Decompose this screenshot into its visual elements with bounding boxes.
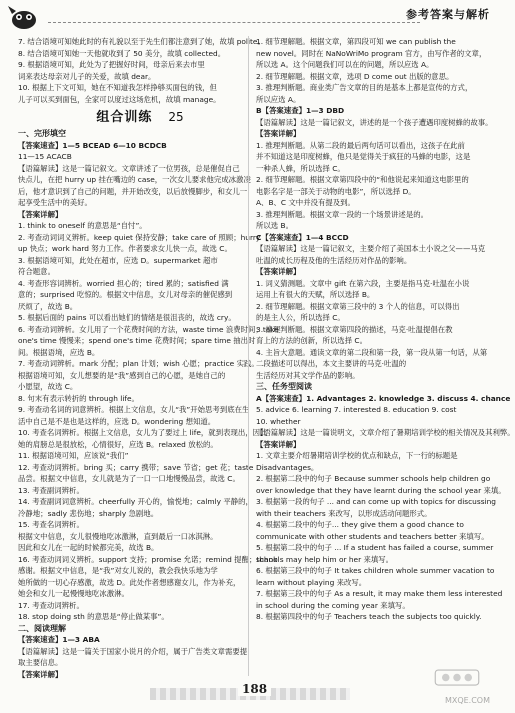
text-line: 4. 主旨大意题。通读文章的第二段和第一段，第一段从第一句话，从第	[256, 347, 488, 357]
text-line: 5. 根据后面的 pains 可以看出她们的情绪是很沮丧的，故选 cry。	[18, 313, 236, 322]
text-line: 一、完形填空	[18, 129, 66, 138]
text-line: 品尝。根据文中信息，女儿就是为了一口一口地慢慢品尝，故选 C。	[18, 474, 240, 483]
text-line: 取主要信息。	[18, 658, 63, 667]
text-line: 三、任务型阅读	[256, 382, 312, 391]
text-line: new novel。同时在 NaNoWriMo program 官方，由写作者的文章，	[256, 48, 487, 58]
text-line: Disadvantages。	[256, 462, 319, 472]
page-number: 188	[238, 682, 271, 696]
text-line: 意的；surprised 吃惊的。根据文中信息，女儿对母亲的催促感到	[18, 290, 233, 299]
text-line: 1. 推理判断题。从第二段的最后两句话可以看出，这孩子在此前	[256, 140, 465, 150]
text-line: 2. 细节理解题。根据文章，选项 D come out 出版的意思。	[256, 71, 454, 81]
text-line: 【答案详解】	[256, 129, 301, 138]
text-line: 2. 根据第二段中的句子 Because summer schools help children go	[256, 474, 491, 483]
text-line: 所以选 A。这个问题我们可以在的问题，所以应选 A。	[256, 60, 434, 69]
text-line: 冷静地；sadly 悲伤地；sharply 急剧地。	[18, 508, 159, 518]
text-line: 后，他才意识到了自己的问题，并开始改变，以后放慢脚步，和女儿一	[18, 186, 248, 196]
text-line: 厌烦了，故选 B。	[18, 301, 78, 311]
text-line: up 快点；work hard 努力工作。作者要求女儿快一点，故选 C。	[18, 244, 232, 253]
text-line: 1. 细节理解题。根据文章，第四段可知 we can publish the	[256, 37, 456, 46]
section-banner	[18, 108, 246, 126]
header-rule	[48, 22, 420, 23]
text-line: 5. 根据第二段中的句子 ... If a student has failed a course, summer	[256, 543, 494, 552]
text-line: 1. 文章主要介绍暑期培训学校的优点和缺点，下一行的标题是	[256, 451, 458, 460]
text-line: 16. 考查动词词义辨析。support 支持；promise 允诺；remind 提醒；thank	[18, 554, 278, 564]
text-line: 10. 考查名词辨析。根据上文信息，女儿为了要过上 life，就到表现出，因此	[18, 428, 268, 437]
text-line: 3. 根据第一段的句子 ... and can come up with topics for discussing	[256, 497, 496, 506]
banner-title: 组合训练	[96, 110, 153, 125]
mascot-icon	[4, 0, 44, 34]
text-line: 【答案详解】	[18, 669, 63, 679]
text-line: B【答案速查】1—3 DBD	[256, 106, 345, 115]
text-line: communicate with other students and teachers better 来填写。	[256, 531, 489, 541]
text-line: 符合题意。	[18, 267, 55, 276]
text-line: 吐温的成长历程及他的生活经历对作品的影响。	[256, 255, 412, 265]
text-line: 小愿望，故选 C。	[18, 382, 78, 391]
banner-number: 25	[168, 110, 184, 124]
text-line: 感谢。根据文中信息，是“我”对女儿说的，教会我快乐地为学	[18, 566, 218, 575]
text-line: 2. 考查动词词义辨析。keep quiet 保持安静；take care of 照顾；hurry	[18, 232, 261, 242]
text-line: 一种杀人蜂，所以选择 C。	[256, 163, 345, 173]
watermark	[422, 667, 492, 707]
text-line: 13. 考查副词辨析。	[18, 485, 84, 495]
text-line: 14. 考查副词词意辨析。cheerfully 开心的，愉悦地；calmly 平静的，	[18, 497, 253, 506]
text-line: 生活经历对其文学作品的影响。	[256, 370, 360, 380]
text-line: 1. 词义猜测题。文章中 gift 在第六段，主要是指马克·吐温在小说	[256, 278, 470, 288]
watermark-text: MXQE.COM	[444, 696, 490, 705]
text-line: 7. 根据第三段中的句子 As a result, it may make them less interested	[256, 589, 503, 598]
text-line: 6. 考查动词辨析。女儿用了一个花费时间的方法，waste time 浪费时间；take	[18, 324, 279, 334]
watermark-logo-icon	[422, 667, 492, 697]
text-line: 11—15 ACACB	[18, 152, 72, 161]
text-line: 的是主人公，所以选择 C。	[256, 313, 345, 322]
text-line: 5. advice 6. learning 7. interested 8. education 9. cost	[256, 405, 457, 414]
text-line: 3. 推理判断题。根据文章一段的一个场景讲述是的。	[256, 209, 428, 219]
text-line: 她会和女儿一起慢慢地吃冰激淋。	[18, 589, 129, 598]
text-line: A、B、C 文中并没有提及到。	[256, 198, 355, 207]
text-line: 8. 结合语境可知她一天他就收到了 50 美分，故填 collected。	[18, 48, 226, 58]
text-line: 1. think to oneself 的意思是“自忖”。	[18, 221, 147, 230]
text-line: 电影名字是一部关于动物的电影”，所以选择 D。	[256, 186, 416, 196]
text-line: 8. 句末有表示转折的 through life。	[18, 393, 139, 403]
text-line: 所以选 B。	[256, 221, 293, 230]
text-line: 二、阅读理解	[18, 623, 66, 633]
text-line: 二段描述可以得出，本文主要讲的马克·吐温的	[256, 359, 407, 368]
text-line: one's time 慢慢来；spend one's time 花费时间；spare time 抽出时	[18, 336, 256, 345]
text-line: 15. 考查名词辨析。	[18, 520, 84, 529]
text-line: 3. 推理判断题。根据文章第四段的描述，马克·吐温提倡在教	[256, 324, 453, 334]
header-title: 参考答案与解析	[406, 8, 490, 21]
text-line: 所以应选 A。	[256, 94, 301, 104]
text-line: 2. 细节理解题。根据文章第四段中的“和他说起来知道这电影里的	[256, 175, 469, 184]
text-line: 3. 根据语境可知，此处在超市，应选 D。supermarket 超市	[18, 255, 218, 265]
text-line: 7. 结合语境可知她此时的有礼貌以至于先生们都注意到了她，故填 polite。	[18, 37, 265, 46]
text-line: 快点儿，在把 hurry up 挂在嘴边的 case，一次女儿要求他完成冰激凌	[18, 175, 251, 184]
text-line: 根据文中信息，女儿很慢地吃冰激淋，直到最后一口冰淇淋。	[18, 531, 218, 541]
text-line: 【答案速查】1—3 ABA	[18, 635, 100, 644]
text-line: in school during the coming year 来填写。	[256, 600, 410, 610]
text-line: 活中自己是不是也是这样的，应选 D。wondering 想知道。	[18, 416, 216, 426]
text-line: C【答案速查】1—4 BCCD	[256, 232, 349, 242]
text-line: 儿子可以买到面包，全家可以度过这场危机，故填 manage。	[18, 94, 221, 104]
text-line: 因此和女儿在一起的时候都完美，故选 B。	[18, 543, 159, 552]
text-line: 【语篇解读】这是一篇记叙文，讲述的是一个孩子遭遇印度树蜂的故事。	[256, 117, 493, 127]
text-line: 18. stop doing sth 的意思是“停止做某事”。	[18, 612, 169, 621]
text-line: 【语篇解读】这是一篇记叙文，主要介绍了美国本土小说之父——马克	[256, 244, 486, 253]
text-line: 4. 根据第二段中的句子... they give them a good chance to	[256, 520, 464, 529]
text-line: 育上的方法的创新，所以选择 C。	[256, 336, 367, 345]
text-line: 根据语境可知，女儿想要的是“我”感到自己的心愿，是她自己的	[18, 370, 226, 380]
text-line: 6. 根据第三段中的句子 It takes children whole summer vacation to	[256, 566, 495, 575]
text-line: 2. 细节理解题。根据文章第三段中的 3 个人的信息，可以得出	[256, 301, 460, 311]
text-line: 并不知道这是印度树蜂，他只是觉得关于疯狂的马蜂的电影，这是	[256, 152, 471, 161]
text-line: 【语篇解读】这是一篇说明文，文章介绍了暑期培训学校的相关情况及其利弊。	[256, 428, 515, 437]
text-line: 间。根据语境，应选 B。	[18, 347, 100, 357]
text-line: A【答案速查】1. Advantages 2. knowledge 3. discuss 4. chance	[256, 393, 511, 403]
text-line: 10. 根据上下文可知，她在不知道我怎样挣够买面包的钱，但	[18, 83, 217, 92]
page-header	[0, 0, 500, 30]
text-line: 【答案详解】	[18, 209, 63, 219]
text-line: 起享受生活中的美好。	[18, 198, 92, 207]
column-divider	[248, 36, 249, 676]
right-column	[256, 36, 515, 623]
text-line: 8. 根据第四段中的句子 Teachers teach the subjects too quickly.	[256, 612, 482, 621]
text-line: 12. 考查动词辨析。bring 买；carry 携带；save 节省；get 花；taste	[18, 462, 254, 472]
text-line: with their teachers 来改写，以形成活动问题形式。	[256, 508, 432, 518]
text-line: 【语篇解读】这是一篇关于国家小说月的介绍，属于广告类文章需要提	[18, 646, 248, 656]
text-line: over knowledge that they have learnt during the school year 来填。	[256, 485, 506, 495]
text-line: 【语篇解读】这是一篇记叙文。文章讲述了一位男孩，总是催促自己	[18, 163, 240, 173]
text-line: 7. 考查动词辨析。mark 分配；plan 计划；wish 心愿；practice 实践。	[18, 359, 259, 368]
text-line: 运用上有很大的天赋，所以选择 B。	[256, 290, 375, 299]
page-footer	[150, 676, 350, 706]
text-line: 她的肩膀总是很放松，心情很好，应选 B。relaxed 放松的。	[18, 439, 218, 449]
text-line: 3. 推理判断题。商业类广告文章的目的是基本上都是宣传的方式，	[256, 83, 473, 92]
text-line: 她所做的一切心存感激，故选 D。此处作者想感谢女儿，作为补充，	[18, 577, 241, 587]
text-line: 【答案速查】1—5 BCEAD 6—10 BCDCB	[18, 140, 167, 150]
text-line: schools may help him or her 来填写。	[256, 554, 394, 564]
text-line: 9. 根据语境可知，此处为了把握好时间，母亲后来去市里	[18, 60, 205, 69]
text-line: 9. 考查动名词的词意辨析。根据上文信息，女儿“我”开始思考到底在生	[18, 405, 250, 414]
text-line: 词来表达母亲对儿子的关爱，故填 dear。	[18, 71, 156, 81]
text-line: 11. 根据语境可知，应该说“我们”	[18, 451, 129, 460]
text-line: 4. 考查形容词辨析。worried 担心的；tired 累的；satisfied 满	[18, 278, 229, 288]
text-line: 17. 考查动词辨析。	[18, 600, 84, 610]
text-line: 10. whether	[256, 416, 301, 426]
text-line: 【答案详解】	[256, 439, 301, 449]
text-line: learn without playing 来改写。	[256, 577, 367, 587]
text-line: 【答案详解】	[256, 267, 301, 276]
